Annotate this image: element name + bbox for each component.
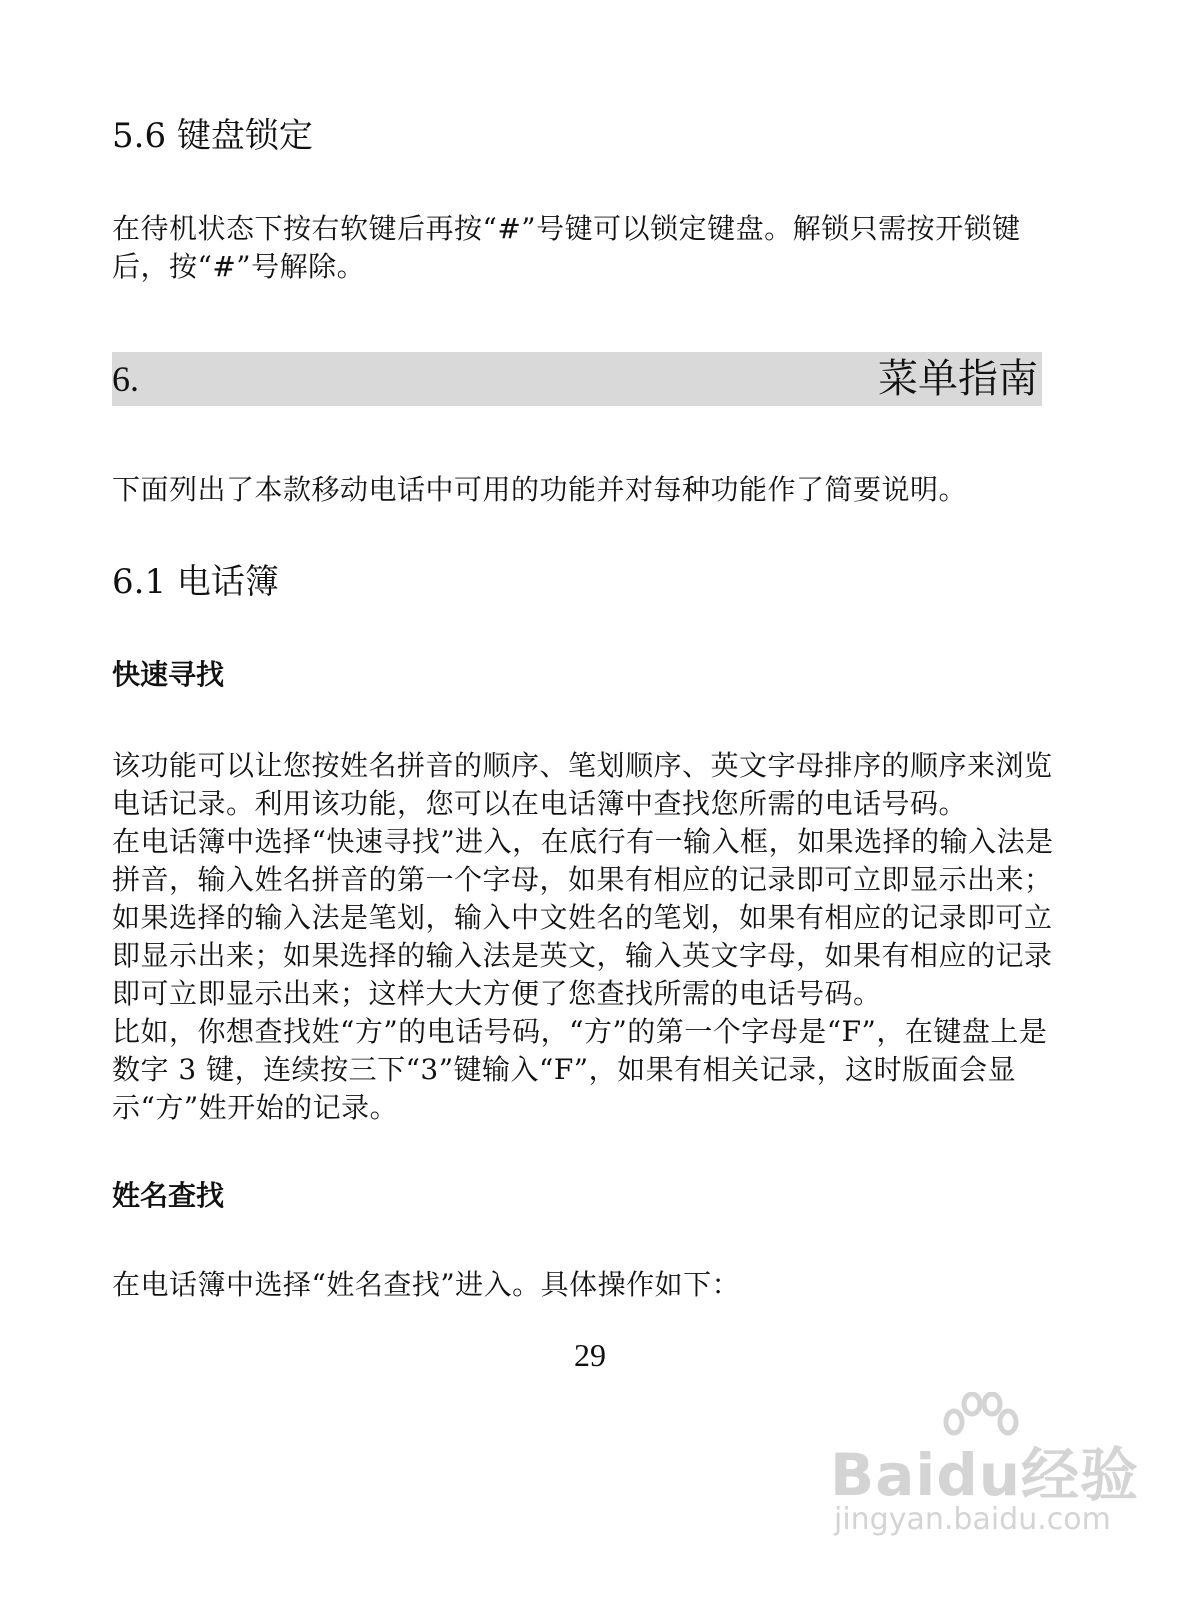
name-search-heading: 姓名查找 (112, 1179, 225, 1212)
section-5-6-body: 在待机状态下按右软键后再按“#”号键可以锁定键盘。解锁只需按开锁键后，按“#”号解除。 (112, 212, 1021, 283)
watermark-url: jingyan.baidu.com (834, 1502, 1111, 1537)
page-number: 29 (574, 1337, 606, 1373)
quick-find-body-3: 比如，你想查找姓“方”的电话号码，“方”的第一个字母是“F”，在键盘上是数字 3 键，连续按三下“3”键输入“F”，如果有相关记录，这时版面会显示“方”姓开始的记录。 (112, 1015, 1048, 1124)
chapter-heading-bar (112, 352, 1042, 406)
section-6-1-heading: 6.1 电话簿 (112, 562, 279, 602)
chapter-intro: 下面列出了本款移动电话中可用的功能并对每种功能作了简要说明。 (112, 473, 968, 506)
quick-find-heading: 快速寻找 (112, 658, 225, 691)
section-5-6-heading: 5.6 键盘锁定 (112, 116, 313, 156)
quick-find-body-2: 在电话簿中选择“快速寻找”进入，在底行有一输入框，如果选择的输入法是拼音，输入姓名拼音的第一个字母，如果有相应的记录即可立即显示出来；如果选择的输入法是笔划，输入中文姓名的笔划，如果有相应的记录即可立即显示出来；如果选择的输入法是英文，输入英文字母，如果有相应的记录即可立即显示出来；这样大大方便了您查找所需的电话号码。 (112, 825, 1054, 1010)
chapter-title: 菜单指南 (878, 356, 1038, 402)
baidu-jingyan-watermark (830, 1392, 1140, 1542)
quick-find-body-1: 该功能可以让您按姓名拼音的顺序、笔划顺序、英文字母排序的顺序来浏览电话记录。利用该功能，您可以在电话簿中查找您所需的电话号码。 (112, 749, 1053, 820)
watermark-logo: Baidu经验 (830, 1441, 1140, 1509)
name-search-body: 在电话簿中选择“姓名查找”进入。具体操作如下： (112, 1268, 741, 1301)
chapter-number: 6. (112, 359, 139, 399)
